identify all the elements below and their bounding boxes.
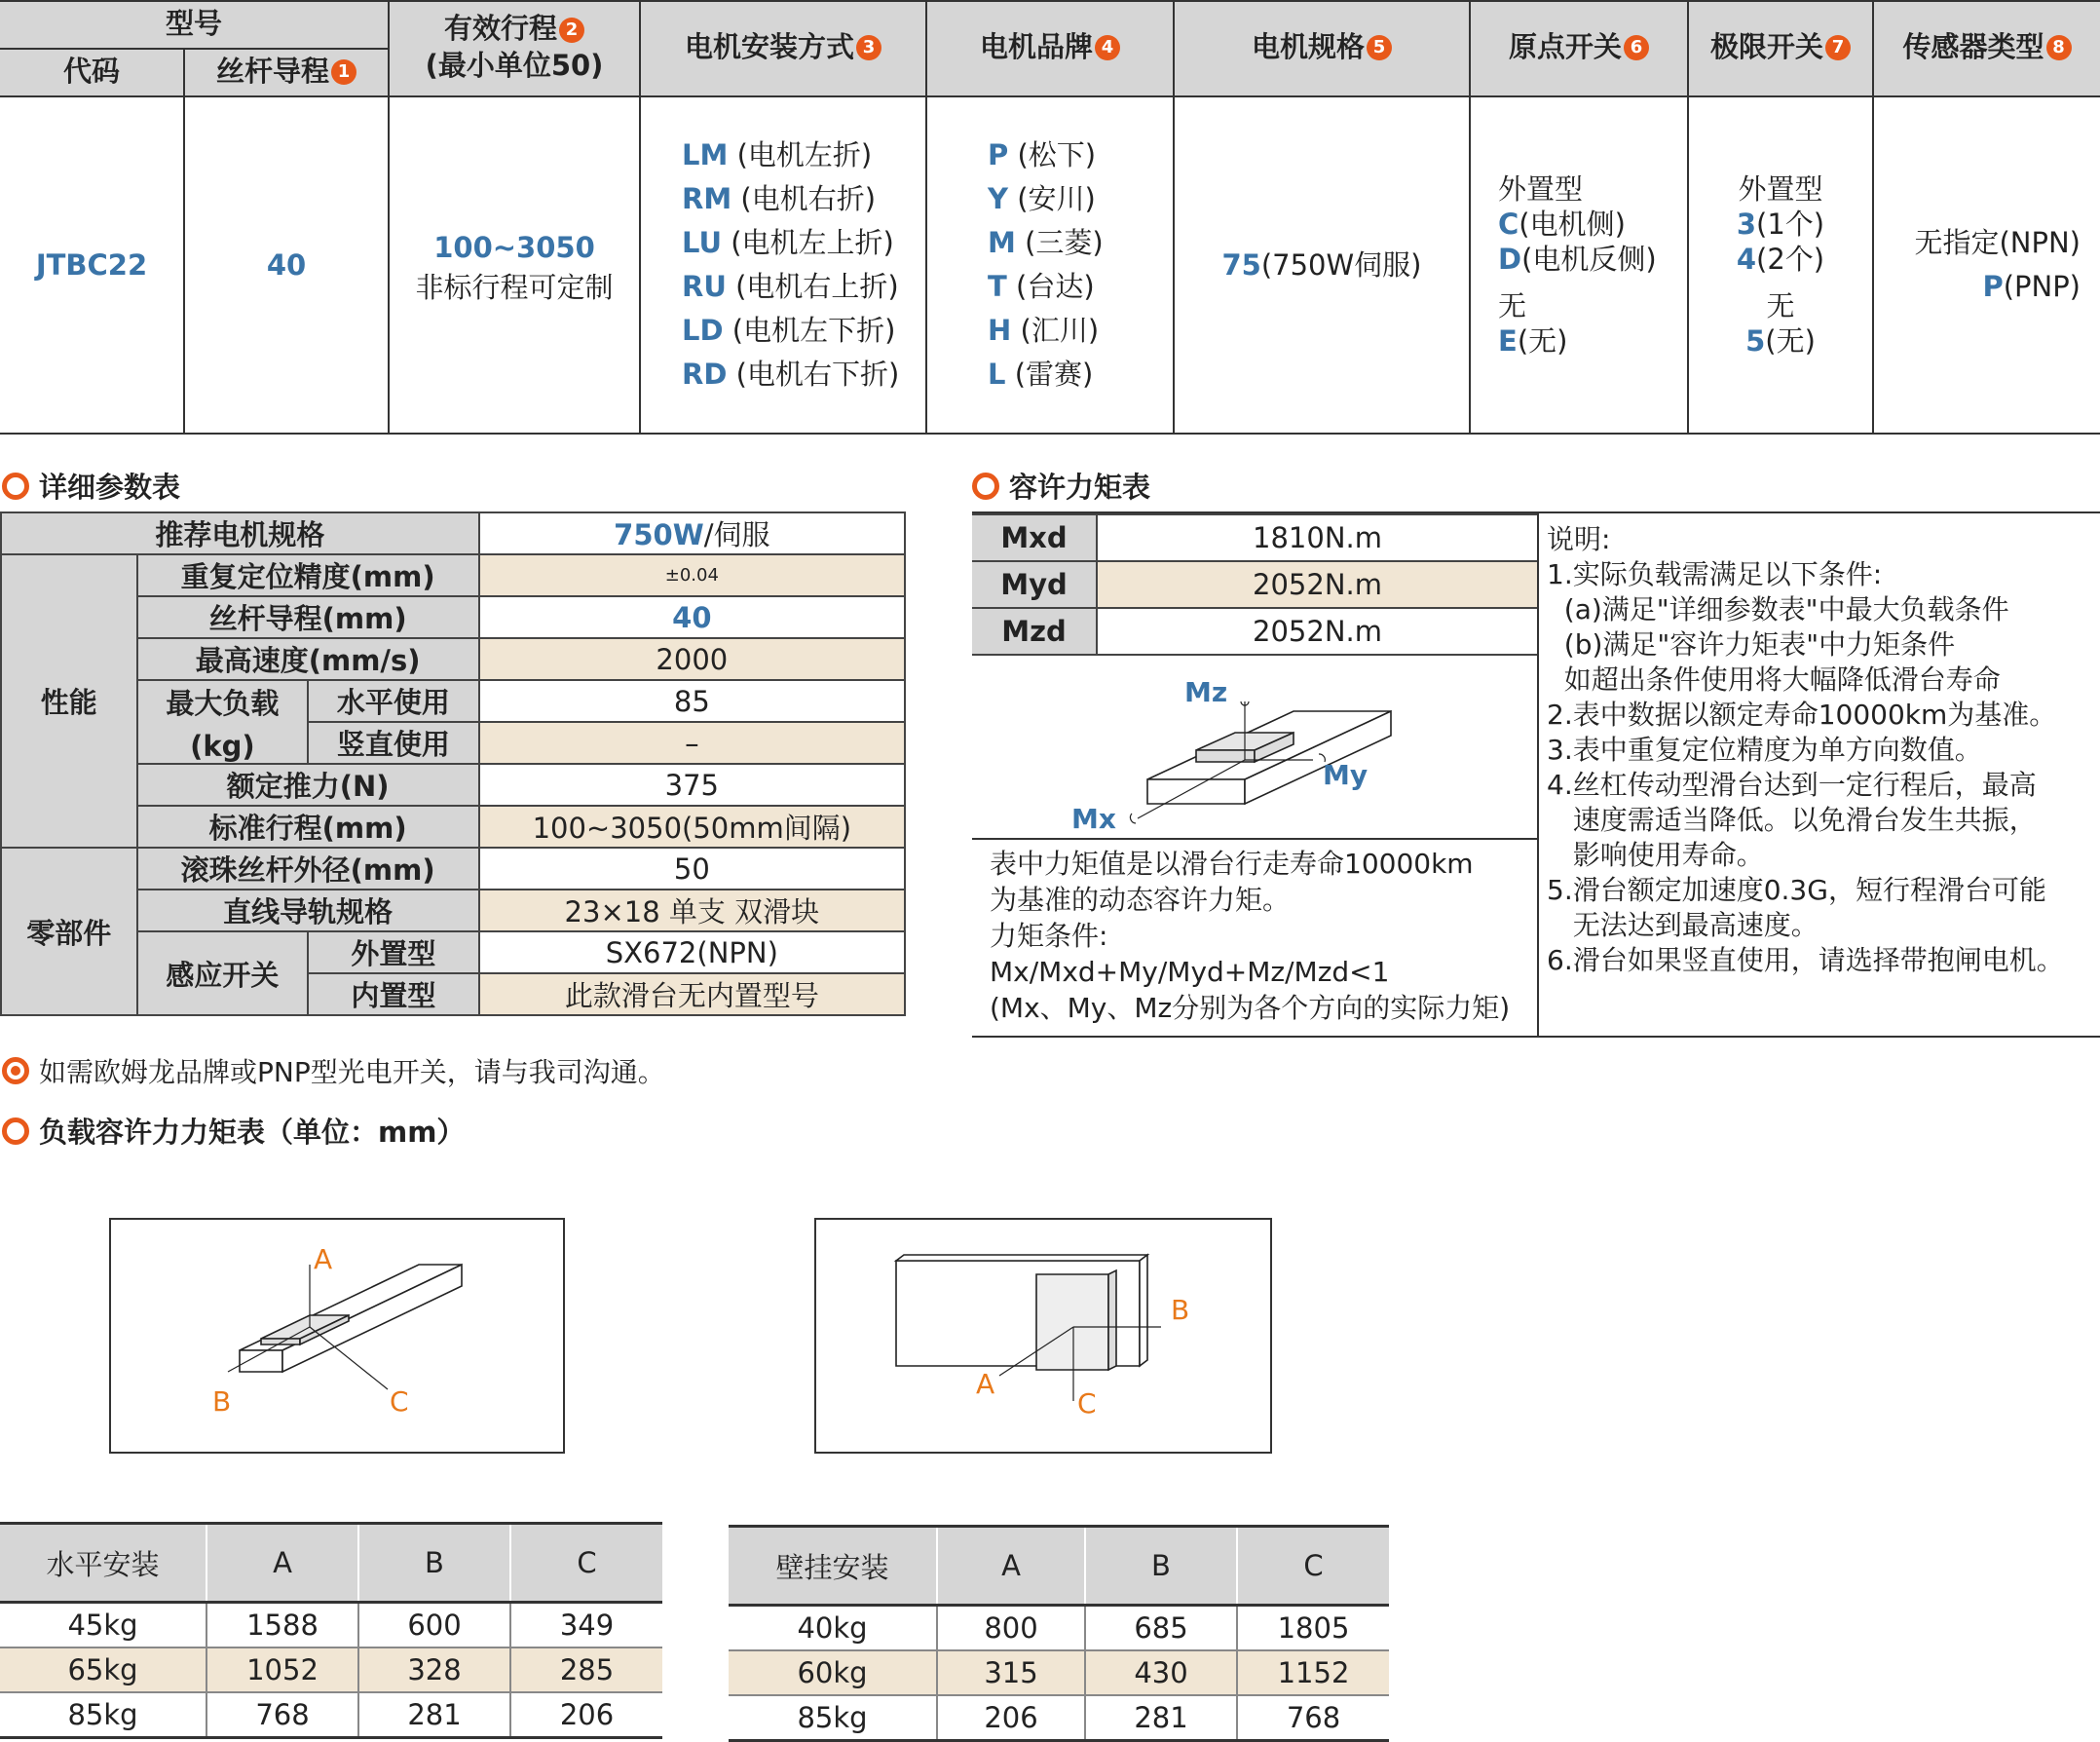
max-load-label-line1: 最大负载 [166,686,280,720]
explanation-line: 6.滑台如果竖直使用，请选择带抱闸电机。 [1547,944,2064,976]
rail-front-face [1147,779,1245,804]
std-stroke-label: 标准行程(mm) [137,806,479,848]
footnote-text: 如需欧姆龙品牌或PNP型光电开关，请与我司沟通。 [39,1056,665,1088]
brand-options [988,97,1173,433]
brand-code: T [988,270,1007,303]
circle-bullet-icon [2,473,29,500]
mount-code: RD [682,358,728,391]
table-cell: 600 [358,1603,510,1648]
mx-arrow-icon [1130,814,1136,823]
screw-value: 50 [479,848,905,890]
explanation-notes [1547,522,2092,978]
limit-none-label: 无 [1766,289,1795,322]
lead-param-value: 40 [479,596,905,638]
table-cell: 281 [358,1692,510,1738]
header-stroke-label: 有效行程 [443,12,557,46]
speed-value: 2000 [479,638,905,680]
header-code: 代码 [62,55,120,89]
slider-side-face [1108,1270,1116,1370]
point-a-label: A [314,1243,333,1275]
std-stroke-value: 100~3050(50mm间隔) [479,806,905,848]
mount-desc: (电机右下折) [735,358,900,391]
myd-value: 2052N.m [1097,561,1537,608]
stroke-value: 100~3050 [433,230,595,264]
mxd-label: Mxd [972,514,1097,561]
table-cell: 768 [206,1692,358,1738]
table-cell: 315 [937,1650,1085,1695]
table-cell: 85kg [729,1695,937,1741]
header-spec [1175,0,1469,95]
point-a-label: A [976,1368,995,1400]
rail-label: 直线导轨规格 [137,890,479,931]
point-b-label: B [1171,1294,1190,1326]
header-lead [185,49,388,95]
table-cell: 281 [1085,1695,1237,1741]
mzd-value: 2052N.m [1097,608,1537,655]
repeat-label: 重复定位精度(mm) [137,554,479,596]
rail-side-face [1140,1255,1147,1366]
moment-note-line: Mx/Mxd+My/Myd+Mz/Mzd<1 [990,956,1390,988]
rec-motor-label: 推荐电机规格 [1,512,479,554]
badge-7: 7 [1825,35,1851,60]
header-lead-label: 丝杆导程 [215,55,329,89]
spec-desc: (750W伺服) [1260,247,1422,282]
table-cell: 285 [510,1647,662,1692]
max-load-label [137,680,309,764]
brand-code: P [988,138,1009,171]
badge-2: 2 [559,18,584,43]
origin-e-desc: (无) [1517,324,1568,358]
load-section-title [2,1111,465,1151]
explanation-line: (a)满足"详细参数表"中最大负载条件 [1547,593,2009,625]
point-c-label: C [390,1385,409,1418]
moment-section-title [972,466,1150,506]
limit-n-code: 5 [1745,324,1766,358]
wall-mount-diagram [814,1218,1272,1454]
explanation-line: 说明: [1547,523,1611,555]
int-switch-label: 内置型 [308,973,478,1015]
table-cell: 685 [1085,1606,1237,1651]
table-cell: 85kg [0,1692,206,1738]
table-cell: 206 [510,1692,662,1738]
parts-label: 零部件 [1,848,137,1015]
header-stroke-unit: (最小单位50) [425,49,604,82]
mount-code: LD [682,314,724,347]
header-cell: 水平安装 [0,1524,206,1603]
vert-value: – [479,722,905,764]
brand-desc: (汇川) [1020,314,1100,347]
origin-cell [1498,97,1687,433]
mount-code: LM [682,138,729,171]
moment-note [990,846,1535,1026]
screw-label: 滚珠丝杆外径(mm) [137,848,479,890]
code-value: JTBC22 [35,247,148,282]
table-row [0,1647,662,1692]
explanation-line: 速度需适当降低。以免滑台发生共振， [1547,804,2037,836]
moment-note-line: (Mx、My、Mz分别为各个方向的实际力矩) [990,992,1511,1024]
mount-desc: (电机右上折) [735,270,899,303]
header-limit-label: 极限开关 [1709,30,1823,64]
table-cell: 45kg [0,1603,206,1648]
brand-code: M [988,226,1016,259]
table-row [729,1695,1389,1741]
mount-code: LU [682,226,722,259]
wall-load-table [729,1525,1389,1742]
table-cell: 430 [1085,1650,1237,1695]
rail-value: 23×18 单支 双滑块 [479,890,905,931]
origin-c-code: C [1498,208,1519,241]
header-origin [1471,0,1687,95]
brand-option [988,309,1173,353]
rec-motor-code: 750W [614,518,704,551]
explanation-line: 1.实际负载需满足以下条件: [1547,558,1883,590]
header-cell: C [510,1524,662,1603]
table-cell: 40kg [729,1606,937,1651]
brand-desc: (安川) [1017,182,1096,215]
table-cell: 1805 [1237,1606,1389,1651]
moment-axes-diagram [1069,672,1459,838]
moment-note-line: 表中力矩值是以滑台行走寿命10000km [990,848,1474,880]
limit-ext-label: 外置型 [1738,172,1823,206]
table-row [0,1692,662,1738]
horiz-value: 85 [479,680,905,722]
header-model: 型号 [165,6,222,40]
table-cell: 60kg [729,1650,937,1695]
model-selection-table [0,0,2100,435]
origin-c-desc: (电机侧) [1519,208,1626,241]
mount-desc: (电机左折) [736,138,873,171]
brand-desc: (松下) [1017,138,1097,171]
header-origin-label: 原点开关 [1508,30,1622,64]
params-section-title [2,466,180,506]
table-cell: 328 [358,1647,510,1692]
brand-desc: (雷赛) [1014,358,1094,391]
params-title-text: 详细参数表 [39,471,181,504]
brand-option [988,221,1173,265]
lead-value: 40 [266,247,307,282]
explanation-line: 3.表中重复定位精度为单方向数值。 [1547,734,1982,766]
circle-bullet-icon [2,1117,29,1145]
header-cell: A [206,1524,358,1603]
mount-option [682,309,925,353]
spec-code: 75 [1221,247,1261,282]
header-cell: B [358,1524,510,1603]
explanation-line: 无法达到最高速度。 [1547,909,1819,941]
table-cell: 65kg [0,1647,206,1692]
limit-a-code: 3 [1736,208,1757,241]
table-cell: 800 [937,1606,1085,1651]
stroke-cell [390,97,639,433]
footnote [2,1051,665,1090]
target-bullet-icon [2,1057,29,1084]
brand-desc: (台达) [1016,270,1095,303]
moment-note-divider [972,838,1537,840]
header-limit [1689,0,1872,95]
moment-table [972,513,1537,656]
brand-option [988,265,1173,309]
horizontal-mount-diagram [109,1218,565,1454]
mount-option [682,353,925,397]
header-mount [641,0,925,95]
my-label: My [1323,759,1369,791]
mount-options [682,97,925,433]
params-table [0,511,906,1016]
load-title-text: 负载容许力力矩表（单位：mm） [39,1116,466,1149]
origin-d-desc: (电机反侧) [1521,243,1657,276]
explanation-line: 5.滑台额定加速度0.3G，短行程滑台可能 [1547,874,2046,906]
header-sensor-label: 传感器类型 [1902,30,2044,64]
lead-label: 丝杆导程(mm) [137,596,479,638]
limit-b-code: 4 [1736,243,1757,276]
explanation-line: 4.丝杠传动型滑台达到一定行程后，最高 [1547,769,2037,801]
mount-option [682,265,925,309]
vert-label: 竖直使用 [308,722,478,764]
table-cell: 1588 [206,1603,358,1648]
explanation-line: (b)满足"容许力矩表"中力矩条件 [1547,628,1956,661]
speed-label: 最高速度(mm/s) [137,638,479,680]
header-spec-label: 电机规格 [1251,30,1365,64]
horizontal-load-table [0,1522,662,1739]
table-cell: 768 [1237,1695,1389,1741]
origin-none-label: 无 [1498,289,1527,322]
moment-title-text: 容许力矩表 [1009,471,1151,504]
spec-cell [1175,97,1469,433]
mount-desc: (电机左下折) [731,314,896,347]
brand-option [988,177,1173,221]
brand-code: H [988,314,1012,347]
repeat-value: ±0.04 [479,554,905,596]
origin-d-code: D [1498,243,1522,276]
horiz-label: 水平使用 [308,680,478,722]
header-mount-label: 电机安装方式 [684,30,854,64]
myd-label: Myd [972,561,1097,608]
mount-code: RU [682,270,727,303]
badge-6: 6 [1624,35,1649,60]
sensor-p-code: P [1982,270,2004,303]
moment-note-line: 力矩条件: [990,920,1108,952]
header-cell: 壁挂安装 [729,1527,937,1606]
table-row [729,1650,1389,1695]
circle-bullet-icon [972,473,999,500]
rec-motor-value [479,512,905,554]
moment-divider [1537,511,1539,1036]
table-row [729,1606,1389,1651]
header-brand [927,0,1173,95]
table-cell: 349 [510,1603,662,1648]
header-cell: C [1237,1527,1389,1606]
badge-8: 8 [2046,35,2072,60]
mount-code: RM [682,182,732,215]
badge-3: 3 [856,35,881,60]
limit-n-desc: (无) [1765,324,1816,358]
header-brand-label: 电机品牌 [979,30,1093,64]
mx-label: Mx [1071,803,1116,835]
table-cell: 206 [937,1695,1085,1741]
table-cell: 1052 [206,1647,358,1692]
explanation-line: 如超出条件使用将大幅降低滑台寿命 [1547,663,2001,696]
moment-note-line: 为基准的动态容许力矩。 [990,884,1291,916]
limit-b-desc: (2个) [1756,243,1825,276]
stroke-note: 非标行程可定制 [415,270,614,304]
mz-label: Mz [1184,676,1228,708]
explanation-line: 影响使用寿命。 [1547,839,1764,871]
limit-cell [1689,97,1872,433]
mount-desc: (电机左上折) [731,226,894,259]
table-row [0,1603,662,1648]
max-load-label-line2: (kg) [190,729,255,763]
rail-top-face [896,1255,1147,1261]
sensor-npn: 无指定(NPN) [1914,226,2081,259]
mount-desc: (电机右折) [740,182,877,215]
brand-option [988,133,1173,177]
rec-motor-suffix: /伺服 [703,518,770,551]
brand-option [988,353,1173,397]
header-cell: A [937,1527,1085,1606]
thrust-value: 375 [479,764,905,806]
int-switch-value: 此款滑台无内置型号 [479,973,905,1015]
point-b-label: B [212,1385,232,1418]
perf-label: 性能 [1,554,137,848]
point-c-label: C [1077,1387,1097,1420]
sensor-p-desc: (PNP) [2003,270,2081,303]
brand-desc: (三菱) [1025,226,1104,259]
brand-code: L [988,358,1006,391]
badge-4: 4 [1095,35,1120,60]
sensor-cell [1874,97,2081,433]
brand-code: Y [988,182,1008,215]
header-stroke [390,0,639,95]
badge-5: 5 [1367,35,1392,60]
header-sensor [1874,0,2100,95]
mzd-label: Mzd [972,608,1097,655]
ext-switch-label: 外置型 [308,931,478,973]
ext-switch-value: SX672(NPN) [479,931,905,973]
explanation-line: 2.表中数据以额定寿命10000km为基准。 [1547,699,2057,731]
mount-option [682,133,925,177]
origin-ext-label: 外置型 [1498,172,1584,206]
slider-front-face [1036,1274,1108,1370]
header-cell: B [1085,1527,1237,1606]
thrust-label: 额定推力(N) [137,764,479,806]
badge-1: 1 [331,59,356,85]
limit-a-desc: (1个) [1756,208,1825,241]
switch-label: 感应开关 [137,931,309,1015]
mount-option [682,177,925,221]
origin-e-code: E [1498,324,1518,358]
table-cell: 1152 [1237,1650,1389,1695]
mxd-value: 1810N.m [1097,514,1537,561]
mount-option [682,221,925,265]
